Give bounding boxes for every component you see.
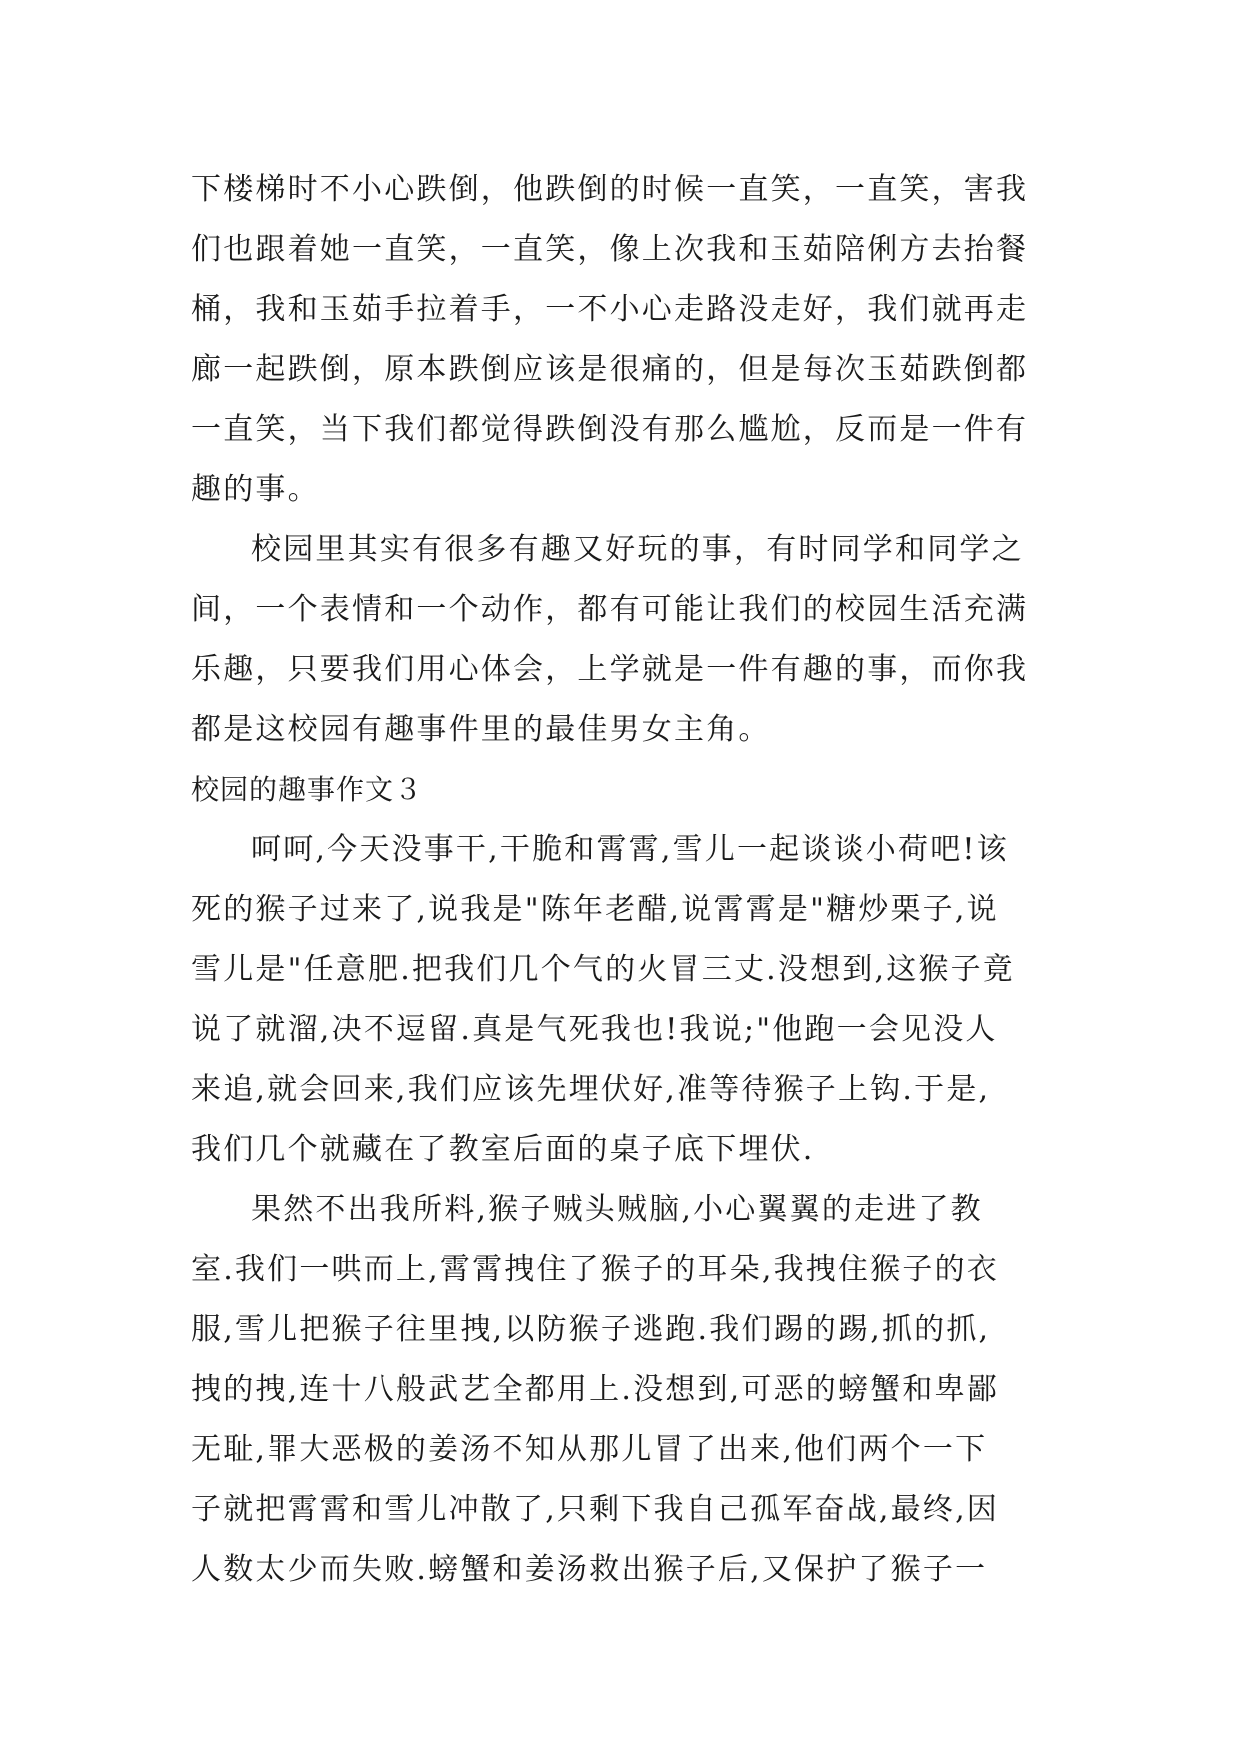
text-line: 雪儿是"任意肥.把我们几个气的火冒三丈.没想到,这猴子竟 [191,952,1016,987]
paragraph-start-line: 校园里其实有很多有趣又好玩的事，有时同学和同学之 [251,532,1024,567]
text-line: 无耻,罪大恶极的姜汤不知从那儿冒了出来,他们两个一下 [191,1432,988,1467]
text-line: 说了就溜,决不逗留.真是气死我也!我说;"他跑一会见没人 [191,1012,998,1047]
paragraph-start-line: 果然不出我所料,猴子贼头贼脑,小心翼翼的走进了教 [251,1192,983,1227]
text-line: 桶，我和玉茹手拉着手，一不小心走路没走好，我们就再走 [191,292,1029,327]
text-line: 廊一起跌倒，原本跌倒应该是很痛的，但是每次玉茹跌倒都 [191,352,1029,387]
text-line: 室.我们一哄而上,霄霄拽住了猴子的耳朵,我拽住猴子的衣 [191,1252,1000,1287]
document-body [191,160,1051,1600]
text-line: 死的猴子过来了,说我是"陈年老醋,说霄霄是"糖炒栗子,说 [191,892,999,927]
paragraph-start-line: 呵呵,今天没事干,干脆和霄霄,雪儿一起谈谈小荷吧!该 [251,832,1009,867]
text-line: 间，一个表情和一个动作，都有可能让我们的校园生活充满 [191,592,1029,627]
text-line: 人数太少而失败.螃蟹和姜汤救出猴子后,又保护了猴子一 [191,1552,988,1587]
text-line: 服,雪儿把猴子往里拽,以防猴子逃跑.我们踢的踢,抓的抓, [191,1312,991,1347]
text-line: 趣的事。 [191,472,320,507]
text-line: 下楼梯时不小心跌倒，他跌倒的时候一直笑，一直笑，害我 [191,172,1029,207]
text-line: 乐趣，只要我们用心体会，上学就是一件有趣的事，而你我 [191,652,1029,687]
text-line: 来追,就会回来,我们应该先埋伏好,准等待猴子上钩.于是, [191,1072,991,1107]
section-heading: 校园的趣事作文３ [191,773,424,806]
text-line: 子就把霄霄和雪儿冲散了,只剩下我自己孤军奋战,最终,因 [191,1492,1000,1527]
text-line: 我们几个就藏在了教室后面的桌子底下埋伏. [191,1132,815,1167]
text-line: 都是这校园有趣事件里的最佳男女主角。 [191,712,771,747]
text-line: 们也跟着她一直笑，一直笑，像上次我和玉茹陪俐方去抬餐 [191,232,1029,267]
text-line: 一直笑，当下我们都觉得跌倒没有那么尴尬，反而是一件有 [191,412,1029,447]
text-line: 拽的拽,连十八般武艺全都用上.没想到,可恶的螃蟹和卑鄙 [191,1372,1000,1407]
